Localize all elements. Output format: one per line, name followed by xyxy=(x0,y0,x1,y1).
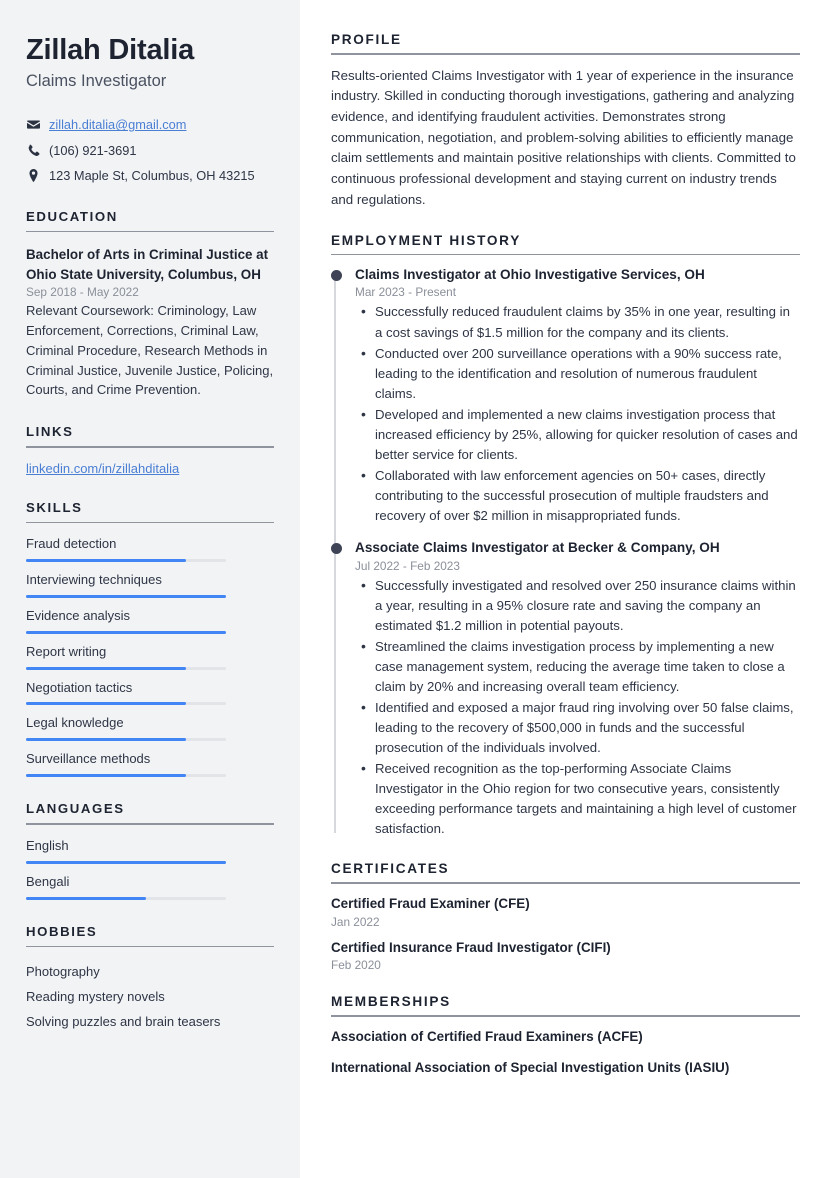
section-links xyxy=(26,424,274,476)
skill-label: Legal knowledge xyxy=(26,715,124,731)
skill-level-fill xyxy=(26,702,186,705)
education-entry xyxy=(26,245,274,400)
address-value: 123 Maple St, Columbus, OH 43215 xyxy=(49,167,255,183)
links-heading: LINKS xyxy=(26,424,74,440)
candidate-job-title: Claims Investigator xyxy=(26,72,167,91)
section-memberships xyxy=(331,994,800,1077)
language-label: English xyxy=(26,837,69,853)
skill-level-track xyxy=(26,702,226,705)
certificate-item xyxy=(331,895,800,929)
language-level-track xyxy=(26,897,226,900)
contact-email xyxy=(26,115,274,134)
certificate-date: Jan 2022 xyxy=(331,914,380,929)
location-pin-icon xyxy=(26,169,40,182)
skill-level-track xyxy=(26,595,226,598)
section-skills xyxy=(26,500,274,778)
job-date: Mar 2023 - Present xyxy=(355,285,456,300)
skills-heading: SKILLS xyxy=(26,499,83,515)
section-hobbies xyxy=(26,924,274,1035)
job-entry xyxy=(355,539,800,839)
section-education xyxy=(26,209,274,400)
skill-item xyxy=(26,644,274,670)
skill-level-fill xyxy=(26,774,186,777)
job-bullet: • Successfully investigated and resolved over 250 insurance claims within a year, resulting in a 95% closure rate and saving the company an estimated $1.2 million in potential payouts. xyxy=(355,576,800,636)
language-item xyxy=(26,838,274,864)
skill-level-track xyxy=(26,559,226,562)
job-bullet-list xyxy=(355,302,800,526)
profile-divider xyxy=(331,53,800,55)
hobby-item: Photography xyxy=(26,964,100,980)
language-level-track xyxy=(26,861,226,864)
contact-phone xyxy=(26,141,274,160)
job-title: Associate Claims Investigator at Becker & Company, OH xyxy=(355,540,720,556)
certificate-title: Certified Fraud Examiner (CFE) xyxy=(331,895,530,911)
job-title: Claims Investigator at Ohio Investigative Services, OH xyxy=(355,267,705,283)
contact-address xyxy=(26,166,274,185)
hobby-item: Reading mystery novels xyxy=(26,989,165,1004)
phone-icon xyxy=(26,144,40,157)
main-content xyxy=(300,0,833,1178)
link-item-linkedin[interactable]: linkedin.com/in/zillahditalia xyxy=(26,460,180,476)
job-date: Jul 2022 - Feb 2023 xyxy=(355,558,460,573)
education-divider xyxy=(26,231,274,233)
section-employment-history xyxy=(331,233,800,840)
timeline-dot-icon xyxy=(331,270,342,281)
hobbies-divider xyxy=(26,946,274,948)
employment-divider xyxy=(331,254,800,256)
profile-text: Results-oriented Claims Investigator with 1 year of experience in the insurance industry. Skilled in conducting thorough investigations, gathering and analyzing evidence, and identifying fraudulent activities. Demonstrates strong communication, negotiation, and problem-solving abilities to efficiently manage claim settlements and maintain positive relationships with clients. Committed to continuous professional development and staying current on industry trends and regulations. xyxy=(331,67,796,207)
certificates-divider xyxy=(331,882,800,884)
section-certificates xyxy=(331,861,800,972)
memberships-divider xyxy=(331,1015,800,1017)
hobby-item: Solving puzzles and brain teasers xyxy=(26,1013,221,1029)
education-date: Sep 2018 - May 2022 xyxy=(26,285,139,300)
skill-label: Evidence analysis xyxy=(26,607,131,623)
certificate-title: Certified Insurance Fraud Investigator (CIFI) xyxy=(331,939,611,955)
job-bullet: • Streamlined the claims investigation process by implementing a new case management system, reducing the average time taken to close a claim by 20% and increasing overall team efficiency. xyxy=(355,637,800,697)
skill-level-track xyxy=(26,774,226,777)
skill-item xyxy=(26,536,274,562)
phone-value: (106) 921-3691 xyxy=(49,142,137,158)
sidebar xyxy=(0,0,300,1178)
skill-item xyxy=(26,608,274,634)
skill-label: Negotiation tactics xyxy=(26,679,133,695)
skill-level-fill xyxy=(26,631,226,634)
job-bullet-list xyxy=(355,576,800,840)
skill-level-track xyxy=(26,631,226,634)
skill-label: Report writing xyxy=(26,643,107,659)
section-languages xyxy=(26,801,274,899)
skill-level-track xyxy=(26,738,226,741)
certificate-item xyxy=(331,939,800,973)
membership-item: Association of Certified Fraud Examiners (ACFE) xyxy=(331,1028,643,1044)
employment-heading: EMPLOYMENT HISTORY xyxy=(331,232,521,248)
skill-level-fill xyxy=(26,738,186,741)
skills-divider xyxy=(26,522,274,524)
language-level-fill xyxy=(26,861,226,864)
job-entry xyxy=(355,266,800,526)
envelope-icon xyxy=(26,118,40,131)
education-heading: EDUCATION xyxy=(26,208,118,224)
job-bullet: • Identified and exposed a major fraud ring involving over 50 false claims, leading to the recovery of $500,000 in funds and the successful prosecution of the individuals involved. xyxy=(355,698,800,758)
language-label: Bengali xyxy=(26,873,70,889)
skill-item xyxy=(26,751,274,777)
skill-label: Interviewing techniques xyxy=(26,571,162,587)
job-bullet: • Conducted over 200 surveillance operations with a 90% success rate, leading to the identification and resolution of numerous fraudulent claims. xyxy=(355,344,800,404)
language-item xyxy=(26,874,274,900)
section-profile xyxy=(331,32,800,211)
certificate-date: Feb 2020 xyxy=(331,958,381,973)
skill-label: Surveillance methods xyxy=(26,751,151,767)
languages-heading: LANGUAGES xyxy=(26,801,125,817)
skill-item xyxy=(26,680,274,706)
skill-item xyxy=(26,715,274,741)
education-degree: Bachelor of Arts in Criminal Justice at Ohio State University, Columbus, OH xyxy=(26,247,269,282)
job-bullet: • Collaborated with law enforcement agencies on 50+ cases, directly contributing to the successful prosecution of multiple fraudsters and recovery of over $2 million in misappropriated funds. xyxy=(355,466,800,526)
memberships-heading: MEMBERSHIPS xyxy=(331,994,451,1010)
skill-level-fill xyxy=(26,595,226,598)
skill-label: Fraud detection xyxy=(26,536,117,552)
hobbies-heading: HOBBIES xyxy=(26,923,98,939)
timeline-dot-icon xyxy=(331,543,342,554)
skill-item xyxy=(26,572,274,598)
skill-level-track xyxy=(26,667,226,670)
job-bullet: • Developed and implemented a new claims investigation process that increased efficiency by 25%, allowing for quicker resolution of cases and better service for clients. xyxy=(355,405,800,465)
skill-level-fill xyxy=(26,667,186,670)
job-bullet: • Received recognition as the top-performing Associate Claims Investigator in the Ohio region for two consecutive years, consistently exceeding performance targets and maintaining a high level of customer satisfaction. xyxy=(355,759,800,839)
job-bullet: • Successfully reduced fraudulent claims by 35% in one year, resulting in a cost savings of $1.5 million for the company and its clients. xyxy=(355,302,800,342)
profile-heading: PROFILE xyxy=(331,32,402,47)
skill-level-fill xyxy=(26,559,186,562)
language-level-fill xyxy=(26,897,146,900)
contact-list xyxy=(26,115,274,185)
links-divider xyxy=(26,446,274,448)
education-description: Relevant Coursework: Criminology, Law Enforcement, Corrections, Criminal Law, Criminal Procedure, Research Methods in Criminal Justice, Juvenile Justice, Policing, Courts, and Crime Prevention. xyxy=(26,303,274,398)
email-link[interactable]: zillah.ditalia@gmail.com xyxy=(49,117,187,133)
candidate-name: Zillah Ditalia xyxy=(26,34,195,66)
employment-timeline xyxy=(331,266,800,839)
certificates-heading: CERTIFICATES xyxy=(331,861,450,877)
languages-divider xyxy=(26,823,274,825)
membership-item: International Association of Special Investigation Units (IASIU) xyxy=(331,1059,730,1075)
